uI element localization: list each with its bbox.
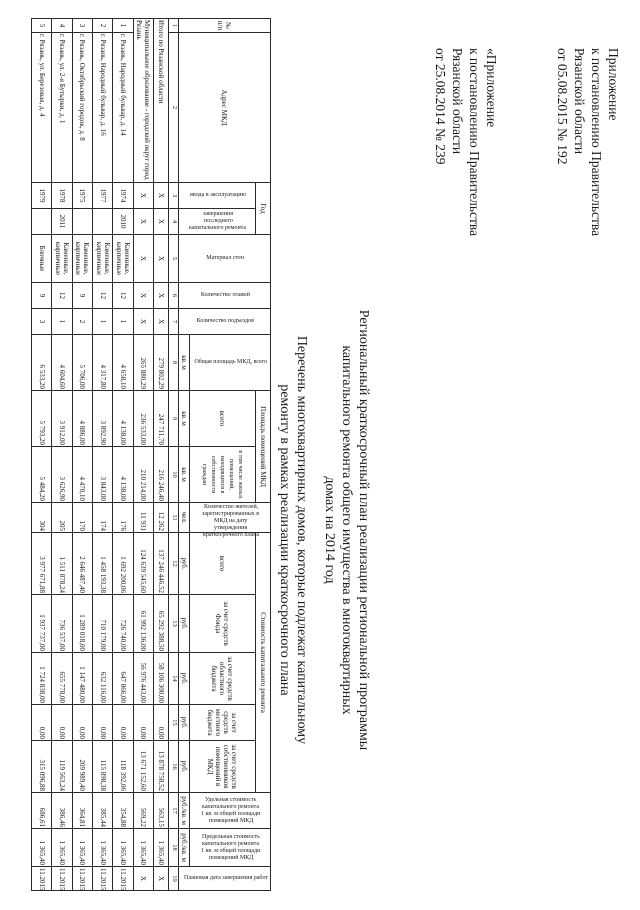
table-caption bbox=[276, 190, 310, 890]
header-cost-total: всего bbox=[189, 533, 256, 595]
column-number: 13 bbox=[169, 595, 179, 653]
cell-wall-material: Каменные, кирпичные bbox=[52, 235, 72, 283]
appendix-line: к постановлению Правительства bbox=[467, 48, 482, 237]
column-number: 14 bbox=[169, 653, 179, 705]
column-numbers-row bbox=[169, 19, 179, 891]
cell-unit-cost: 385,44 bbox=[92, 793, 112, 829]
cell-floors: 12 bbox=[113, 283, 133, 309]
cell-cost-regional: 647 866,00 bbox=[113, 653, 133, 705]
appendix-line: Приложение bbox=[606, 48, 621, 121]
cell-max-cost: 1 365,40 bbox=[92, 829, 112, 867]
cell-premises-residential: 5 484,20 bbox=[32, 447, 52, 503]
unit-people: чел. bbox=[179, 503, 190, 533]
cell-premises-residential: 4 470,10 bbox=[72, 447, 92, 503]
appendix-line: «Приложение bbox=[484, 48, 499, 128]
header-address: Адрес МКД bbox=[179, 33, 271, 183]
cell-deadline: 11.2015 bbox=[32, 867, 52, 891]
cell-total-area: 4 317,80 bbox=[92, 335, 112, 391]
cell-premises-total: 247 711,70 bbox=[153, 391, 169, 447]
cell-premises-residential: 210 214,00 bbox=[133, 447, 153, 503]
header-year-built: ввода в эксплуатацию bbox=[179, 183, 256, 209]
cell-wall-material: Каменные, кирпичные bbox=[72, 235, 92, 283]
cell-cost-local: 0,00 bbox=[92, 705, 112, 741]
cell-wall-material: Блочные bbox=[32, 235, 52, 283]
cell-premises-total: 236 533,00 bbox=[133, 391, 153, 447]
cell-cost-fund: 1 289 018,00 bbox=[72, 595, 92, 653]
cell-residents: 174 bbox=[92, 503, 112, 533]
cell-unit-cost: 563,15 bbox=[153, 793, 169, 829]
column-number: 3 bbox=[169, 183, 179, 209]
cell-num: 1 bbox=[113, 19, 133, 33]
cell-cost-owners: 115 898,38 bbox=[92, 741, 112, 793]
header-premises-group: Площадь помещений МКД bbox=[256, 391, 271, 503]
cell-floors: X bbox=[133, 283, 153, 309]
header-num: № п/п bbox=[179, 19, 271, 33]
cell-total-area: 4 658,10 bbox=[113, 335, 133, 391]
cell-unit-cost: 354,88 bbox=[113, 793, 133, 829]
cell-total-area: 5 706,00 bbox=[72, 335, 92, 391]
unit-rub: руб. bbox=[179, 595, 190, 653]
column-number: 8 bbox=[169, 335, 179, 391]
column-number: 5 bbox=[169, 235, 179, 283]
unit-rub: руб. bbox=[179, 533, 190, 595]
cell-entrances: 3 bbox=[32, 309, 52, 335]
summary-label: Муниципальное образование - городской округ город Рязань bbox=[133, 19, 153, 183]
table-row bbox=[72, 19, 92, 891]
table-row bbox=[32, 19, 52, 891]
cell-floors: 12 bbox=[92, 283, 112, 309]
cell-year-last-repair bbox=[32, 209, 52, 235]
cell-wall-material: Каменные, кирпичные bbox=[113, 235, 133, 283]
cell-cost-total: 3 977 671,88 bbox=[32, 533, 52, 595]
cell-cost-owners: 13 671 152,60 bbox=[133, 741, 153, 793]
appendix-line: Рязанской области bbox=[572, 48, 587, 155]
cell-cost-regional: 1 724 838,00 bbox=[32, 653, 52, 705]
cell-unit-cost: 686,61 bbox=[32, 793, 52, 829]
column-number: 1 bbox=[169, 19, 179, 33]
header-total-area: Общая площадь МКД, всего bbox=[189, 335, 270, 391]
cell-year-last-repair bbox=[92, 209, 112, 235]
cell-address: г. Рязань, ул. 2-я Бутырки, д. 1 bbox=[52, 33, 72, 183]
cell-address: г. Рязань, Народный бульвар, д. 16 bbox=[92, 33, 112, 183]
cell-max-cost: 1 365,40 bbox=[72, 829, 92, 867]
cell-premises-total: 3 912,00 bbox=[52, 391, 72, 447]
cell-cost-local: 0,00 bbox=[72, 705, 92, 741]
appendix-date-line: от 25.08.2014 № 239 bbox=[433, 48, 448, 165]
cell-premises-total: 4 138,00 bbox=[113, 391, 133, 447]
unit-rub: руб. bbox=[179, 653, 190, 705]
cell-premises-total: 4 886,00 bbox=[72, 391, 92, 447]
cell-residents: 304 bbox=[32, 503, 52, 533]
cell-floors: X bbox=[153, 283, 169, 309]
header-cost-fund: за счет средств Фонда bbox=[189, 595, 256, 653]
cell-residents: 205 bbox=[52, 503, 72, 533]
cell-year-built: 1975 bbox=[72, 183, 92, 209]
unit-rub: руб. bbox=[179, 705, 190, 741]
cell-cost-fund: 61 992 136,00 bbox=[133, 595, 153, 653]
cell-cost-total: 1 511 878,24 bbox=[52, 533, 72, 595]
cell-deadline: X bbox=[153, 867, 169, 891]
title-line: домах на 2014 год bbox=[322, 476, 337, 584]
caption-line: Перечень многоквартирных домов, которые подлежат капитальному bbox=[294, 335, 309, 745]
cell-year-last-repair: 2011 bbox=[52, 209, 72, 235]
title-line: капитального ремонта общего имущества в многоквартирных bbox=[339, 345, 354, 715]
cell-floors: 9 bbox=[72, 283, 92, 309]
cell-cost-owners: 118 392,06 bbox=[113, 741, 133, 793]
appendix-date-line: от 05.08.2015 № 192 bbox=[555, 48, 570, 165]
cell-entrances: 2 bbox=[72, 309, 92, 335]
cell-entrances: X bbox=[153, 309, 169, 335]
cell-num: 3 bbox=[72, 19, 92, 33]
header-cost-regional: за счет средств областного бюджета bbox=[189, 653, 256, 705]
cell-premises-residential: 3 843,00 bbox=[92, 447, 112, 503]
cell-cost-owners: 209 989,40 bbox=[72, 741, 92, 793]
cell-cost-owners: 119 563,24 bbox=[52, 741, 72, 793]
cell-cost-fund: 736 537,00 bbox=[52, 595, 72, 653]
cell-cost-fund: 65 292 388,50 bbox=[153, 595, 169, 653]
cell-residents: 170 bbox=[72, 503, 92, 533]
cell-wall-material: X bbox=[153, 235, 169, 283]
cell-deadline: X bbox=[133, 867, 153, 891]
cell-year-built: 1977 bbox=[92, 183, 112, 209]
header-unit-cost: Удельная стоимость капитального ремонта 1 кв. м общей площади помещений МКД bbox=[189, 793, 270, 829]
cell-address: г. Рязань, Октябрьский городок, д. 8 bbox=[72, 33, 92, 183]
appendix-header bbox=[554, 48, 622, 298]
cell-cost-local: 0,00 bbox=[153, 705, 169, 741]
header-max-cost: Предельная стоимость капитального ремонта 1 кв. м общей площади помещений МКД bbox=[189, 829, 270, 867]
cell-cost-regional: 58 106 300,00 bbox=[153, 653, 169, 705]
cell-address: г. Рязань, ул. Березовая, д. 4 bbox=[32, 33, 52, 183]
unit-area: кв. м bbox=[179, 447, 190, 503]
summary-row bbox=[153, 19, 169, 891]
cell-unit-cost: 364,81 bbox=[72, 793, 92, 829]
cell-total-area: 265 880,29 bbox=[133, 335, 153, 391]
cell-cost-total: 1 692 200,06 bbox=[113, 533, 133, 595]
cell-deadline: 11.2015 bbox=[92, 867, 112, 891]
cell-total-area: 4 604,60 bbox=[52, 335, 72, 391]
cell-premises-residential: 4 138,00 bbox=[113, 447, 133, 503]
cell-entrances: X bbox=[133, 309, 153, 335]
cell-cost-regional: 56 976 443,00 bbox=[133, 653, 153, 705]
cell-residents: 12 262 bbox=[153, 503, 169, 533]
cell-num: 5 bbox=[32, 19, 52, 33]
header-deadline: Плановая дата завершения работ bbox=[179, 867, 271, 891]
column-number: 19 bbox=[169, 867, 179, 891]
cell-cost-regional: 1 147 480,00 bbox=[72, 653, 92, 705]
cell-year-built: 1974 bbox=[113, 183, 133, 209]
cell-premises-residential: 216 246,40 bbox=[153, 447, 169, 503]
cell-cost-local: 0,00 bbox=[52, 705, 72, 741]
cell-cost-regional: 655 778,00 bbox=[52, 653, 72, 705]
cell-max-cost: 1 365,40 bbox=[113, 829, 133, 867]
cell-cost-fund: 726 740,00 bbox=[113, 595, 133, 653]
column-number: 11 bbox=[169, 503, 179, 533]
cell-residents: 176 bbox=[113, 503, 133, 533]
cell-unit-cost: 569,22 bbox=[133, 793, 153, 829]
cell-cost-total: 1 458 193,38 bbox=[92, 533, 112, 595]
appendix-line: Рязанской области bbox=[450, 48, 465, 155]
cell-cost-regional: 632 116,00 bbox=[92, 653, 112, 705]
unit-area: кв. м bbox=[179, 391, 190, 447]
column-number: 12 bbox=[169, 533, 179, 595]
column-number: 2 bbox=[169, 33, 179, 183]
cell-cost-fund: 710 179,00 bbox=[92, 595, 112, 653]
cell-cost-local: 0,00 bbox=[32, 705, 52, 741]
table-row bbox=[113, 19, 133, 891]
cell-premises-total: 5 793,20 bbox=[32, 391, 52, 447]
cell-deadline: 11.2015 bbox=[72, 867, 92, 891]
cell-premises-residential: 3 626,90 bbox=[52, 447, 72, 503]
caption-line: ремонту в рамках реализации краткосрочного плана bbox=[277, 384, 292, 696]
cell-cost-owners: 315 096,88 bbox=[32, 741, 52, 793]
cell-deadline: 11.2015 bbox=[113, 867, 133, 891]
table-row bbox=[92, 19, 112, 891]
cell-cost-total: 124 639 545,60 bbox=[133, 533, 153, 595]
title-line: Региональный краткосрочный план реализации региональной программы bbox=[356, 309, 371, 751]
cell-wall-material: X bbox=[133, 235, 153, 283]
header-floors: Количество этажей bbox=[179, 283, 271, 309]
cell-year-last-repair: X bbox=[133, 209, 153, 235]
column-number: 16 bbox=[169, 741, 179, 793]
buildings-table bbox=[31, 18, 271, 891]
column-number: 7 bbox=[169, 309, 179, 335]
cell-unit-cost: 386,46 bbox=[52, 793, 72, 829]
column-number: 10 bbox=[169, 447, 179, 503]
column-number: 17 bbox=[169, 793, 179, 829]
cell-num: 4 bbox=[52, 19, 72, 33]
summary-row bbox=[133, 19, 153, 891]
column-number: 4 bbox=[169, 209, 179, 235]
cell-max-cost: 1 365,40 bbox=[133, 829, 153, 867]
cell-cost-owners: 13 878 758,52 bbox=[153, 741, 169, 793]
cell-cost-total: 2 646 487,40 bbox=[72, 533, 92, 595]
header-cost-local: за счет средств местного бюджета bbox=[189, 705, 256, 741]
cell-deadline: 11.2015 bbox=[52, 867, 72, 891]
cell-year-last-repair: X bbox=[153, 209, 169, 235]
cell-year-last-repair bbox=[72, 209, 92, 235]
cell-year-built: X bbox=[133, 183, 153, 209]
unit-area: кв. м bbox=[179, 335, 190, 391]
cell-max-cost: 1 365,40 bbox=[52, 829, 72, 867]
unit-rub-per-m2: руб./кв. м bbox=[179, 793, 190, 829]
cell-num: 2 bbox=[92, 19, 112, 33]
cell-year-built: 1978 bbox=[52, 183, 72, 209]
cell-cost-total: 137 246 446,52 bbox=[153, 533, 169, 595]
cell-premises-total: 3 892,90 bbox=[92, 391, 112, 447]
cell-cost-fund: 1 937 737,00 bbox=[32, 595, 52, 653]
header-residents: Количество жителей, зарегистрированных в МКД на дату утверждения краткосрочного плана bbox=[189, 503, 270, 533]
cell-cost-local: 0,00 bbox=[133, 705, 153, 741]
column-number: 18 bbox=[169, 829, 179, 867]
cell-residents: 11 931 bbox=[133, 503, 153, 533]
header-wall-material: Материал стен bbox=[179, 235, 271, 283]
header-year-group: Год bbox=[256, 183, 271, 235]
appendix-line: к постановлению Правительства bbox=[589, 48, 604, 237]
original-appendix-header bbox=[432, 48, 500, 298]
cell-max-cost: 1 365,40 bbox=[32, 829, 52, 867]
document-title bbox=[321, 150, 372, 910]
cell-total-area: 6 533,20 bbox=[32, 335, 52, 391]
cell-entrances: 1 bbox=[113, 309, 133, 335]
header-premises-residential: в том числе жилых помещений, находящихся в собственности граждан bbox=[189, 447, 256, 503]
cell-entrances: 1 bbox=[52, 309, 72, 335]
cell-address: г. Рязань, Народный бульвар, д. 14 bbox=[113, 33, 133, 183]
cell-floors: 9 bbox=[32, 283, 52, 309]
cell-year-built: X bbox=[153, 183, 169, 209]
cell-max-cost: 1 365,40 bbox=[153, 829, 169, 867]
header-entrances: Количество подъездов bbox=[179, 309, 271, 335]
column-number: 15 bbox=[169, 705, 179, 741]
cell-year-last-repair: 2010 bbox=[113, 209, 133, 235]
header-year-last-repair: завершения последнего капитального ремонта bbox=[179, 209, 256, 235]
table-row bbox=[52, 19, 72, 891]
cell-floors: 12 bbox=[52, 283, 72, 309]
cell-total-area: 279 802,29 bbox=[153, 335, 169, 391]
unit-rub: руб. bbox=[179, 741, 190, 793]
column-number: 6 bbox=[169, 283, 179, 309]
column-number: 9 bbox=[169, 391, 179, 447]
cell-year-built: 1979 bbox=[32, 183, 52, 209]
header-premises-total: всего bbox=[189, 391, 256, 447]
cell-wall-material: Каменные, кирпичные bbox=[92, 235, 112, 283]
header-cost-group: Стоимость капитального ремонта bbox=[256, 533, 271, 793]
header-cost-owners: за счет средств собственников помещений в МКД bbox=[189, 741, 256, 793]
summary-label: Итого по Рязанской области bbox=[153, 19, 169, 183]
cell-entrances: 1 bbox=[92, 309, 112, 335]
unit-rub-per-m2: руб./кв. м bbox=[179, 829, 190, 867]
cell-cost-local: 0,00 bbox=[113, 705, 133, 741]
